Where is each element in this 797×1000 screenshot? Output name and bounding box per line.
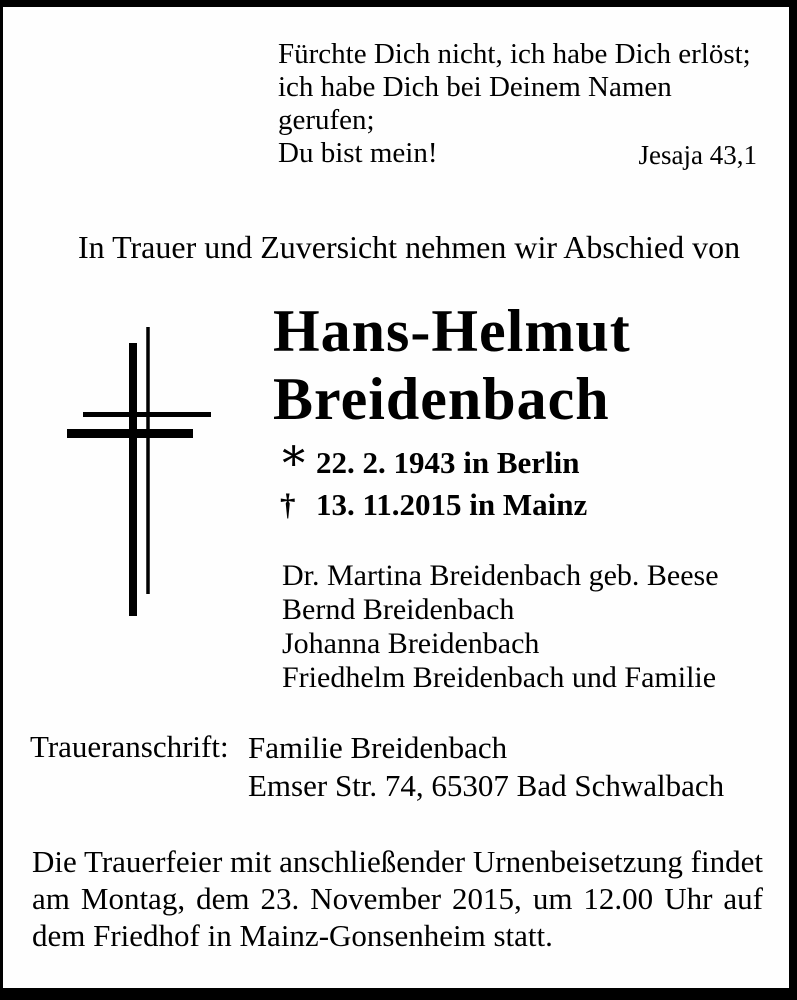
mourner-name: Friedhelm Breidenbach und Familie [282,661,717,694]
frame-border-left [0,0,3,1000]
dagger-symbol: † [280,487,296,522]
scripture-line: Du bist mein! [278,137,438,169]
closing-line: Die Trauerfeier mit anschließender Urnenbeisetzung findet [32,844,763,879]
closing-line: dem Friedhof in Mainz-Gonsenheim statt. [32,918,553,953]
deceased-name-line: Hans-Helmut [273,298,631,364]
address-line: Emser Str. 74, 65307 Bad Schwalbach [248,768,725,803]
scripture-reference: Jesaja 43,1 [638,140,757,170]
mourner-name: Bernd Breidenbach [282,593,515,626]
closing-paragraph [32,843,763,954]
death-date-line [278,484,587,526]
birth-star-symbol: ∗ [278,429,310,480]
scripture-line: Fürchte Dich nicht, ich habe Dich erlöst; [278,38,751,70]
frame-border-right [789,0,797,1000]
closing-line: am Montag, dem 23. November 2015, um 12.00 Uhr auf [32,881,763,916]
scripture-line: ich habe Dich bei Deinem Namen gerufen; [278,71,672,136]
deceased-name [273,297,631,433]
frame-border-bottom [0,988,797,1000]
memorial-cross-icon [60,320,220,620]
birth-date-line [278,429,587,484]
birth-date-text: 22. 2. 1943 in Berlin [316,445,580,480]
life-dates [278,429,588,526]
frame-border-top [0,0,797,7]
mourner-name: Dr. Martina Breidenbach geb. Beese [282,559,719,592]
address-label: Traueranschrift: [30,729,229,764]
intro-text: In Trauer und Zuversicht nehmen wir Abschied von [78,229,741,265]
address-line: Familie Breidenbach [248,730,508,765]
mourner-name: Johanna Breidenbach [282,627,540,660]
deceased-name-line: Breidenbach [273,366,610,432]
address-block [248,729,724,805]
death-date-text: 13. 11.2015 in Mainz [316,487,588,522]
mourners-list [282,559,719,695]
